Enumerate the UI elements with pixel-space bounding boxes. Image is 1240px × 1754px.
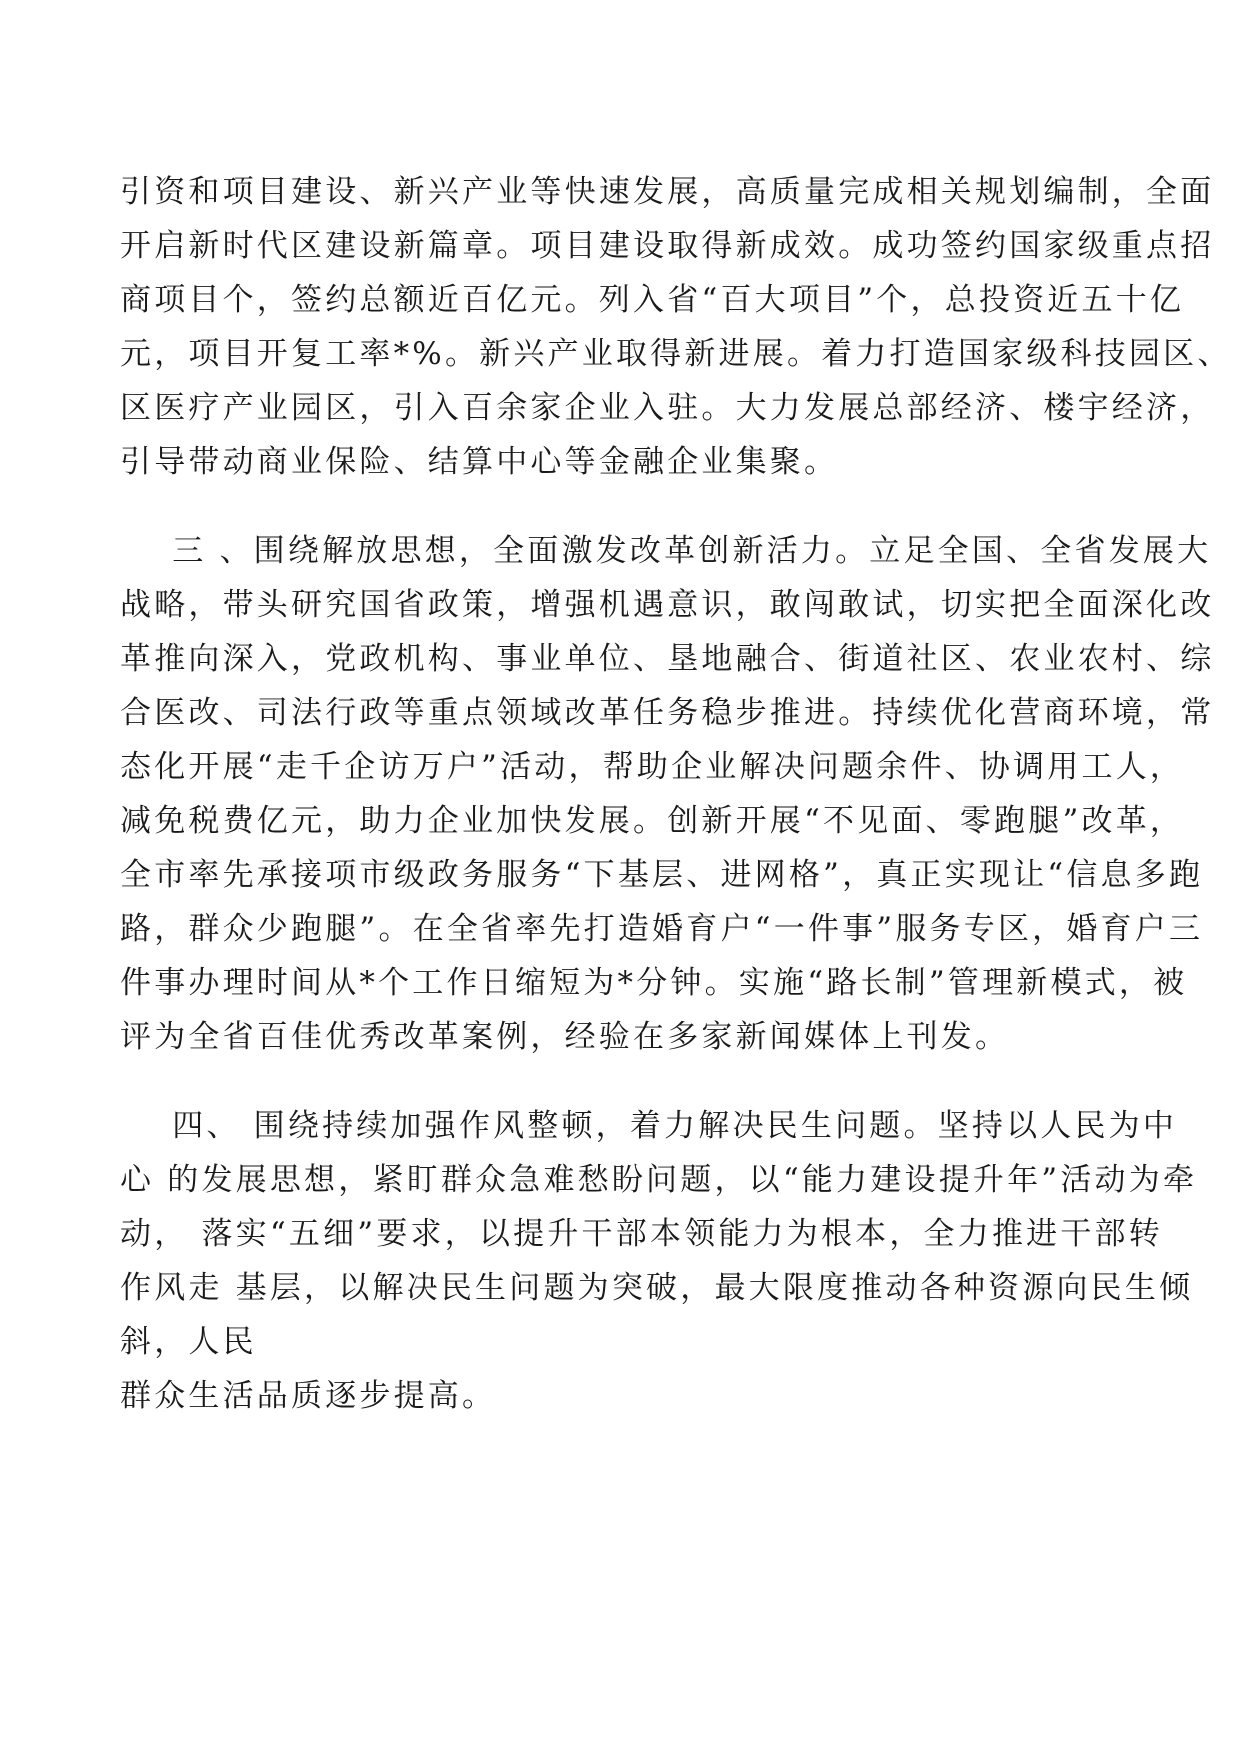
- text-line: 减免税费亿元，助力企业加快发展。创新开展“不见面、零跑腿”改革，: [120, 803, 1185, 839]
- text-line: 三 、围绕解放思想，全面激发改革创新活力。立足全国、全省发展大: [120, 533, 1212, 569]
- text-line: 四、 围绕持续加强作风整顿，着力解决民生问题。坚持以人民为中: [120, 1108, 1178, 1144]
- text-line: 态化开展“走千企访万户”活动，帮助企业解决问题余件、协调用工人，: [120, 749, 1185, 785]
- text-line: 元，项目开复工率*%。新兴产业取得新进展。着力打造国家级科技园区、: [120, 336, 1232, 372]
- text-line: 动， 落实“五细”要求，以提升干部本领能力为根本，全力推进干部转: [120, 1216, 1163, 1252]
- text-line: 革推向深入，党政机构、事业单位、垦地融合、街道社区、农业农村、综: [120, 641, 1215, 677]
- text-line: 斜，人民: [120, 1324, 257, 1360]
- text-line: 心 的发展思想，紧盯群众急难愁盼问题，以“能力建设提升年”活动为牵: [120, 1162, 1198, 1198]
- text-line: 商项目个，签约总额近百亿元。列入省“百大项目”个，总投资近五十亿: [120, 282, 1185, 318]
- text-line: 群众生活品质逐步提高。: [120, 1378, 497, 1414]
- text-line: 路，群众少跑腿”。在全省率先打造婚育户“一件事”服务专区，婚育户三: [120, 911, 1204, 947]
- text-line: 引导带动商业保险、结算中心等金融企业集聚。: [120, 444, 839, 480]
- text-line: 全市率先承接项市级政务服务“下基层、进网格”，真正实现让“信息多跑: [120, 857, 1204, 893]
- text-line: 评为全省百佳优秀改革案例，经验在多家新闻媒体上刊发。: [120, 1019, 1010, 1055]
- text-line: 引资和项目建设、新兴产业等快速发展，高质量完成相关规划编制，全面: [120, 174, 1215, 210]
- text-line: 合医改、司法行政等重点领域改革任务稳步推进。持续优化营商环境，常: [120, 695, 1215, 731]
- text-line: 战略，带头研究国省政策，增强机遇意识，敢闯敢试，切实把全面深化改: [120, 587, 1215, 623]
- text-line: 件事办理时间从*个工作日缩短为*分钟。实施“路长制”管理新模式，被: [120, 965, 1188, 1001]
- text-line: 作风走 基层，以解决民生问题为突破，最大限度推动各种资源向民生倾: [120, 1270, 1194, 1306]
- text-line: 开启新时代区建设新篇章。项目建设取得新成效。成功签约国家级重点招: [120, 228, 1215, 264]
- text-line: 区医疗产业园区，引入百余家企业入驻。大力发展总部经济、楼宇经济，: [120, 390, 1215, 426]
